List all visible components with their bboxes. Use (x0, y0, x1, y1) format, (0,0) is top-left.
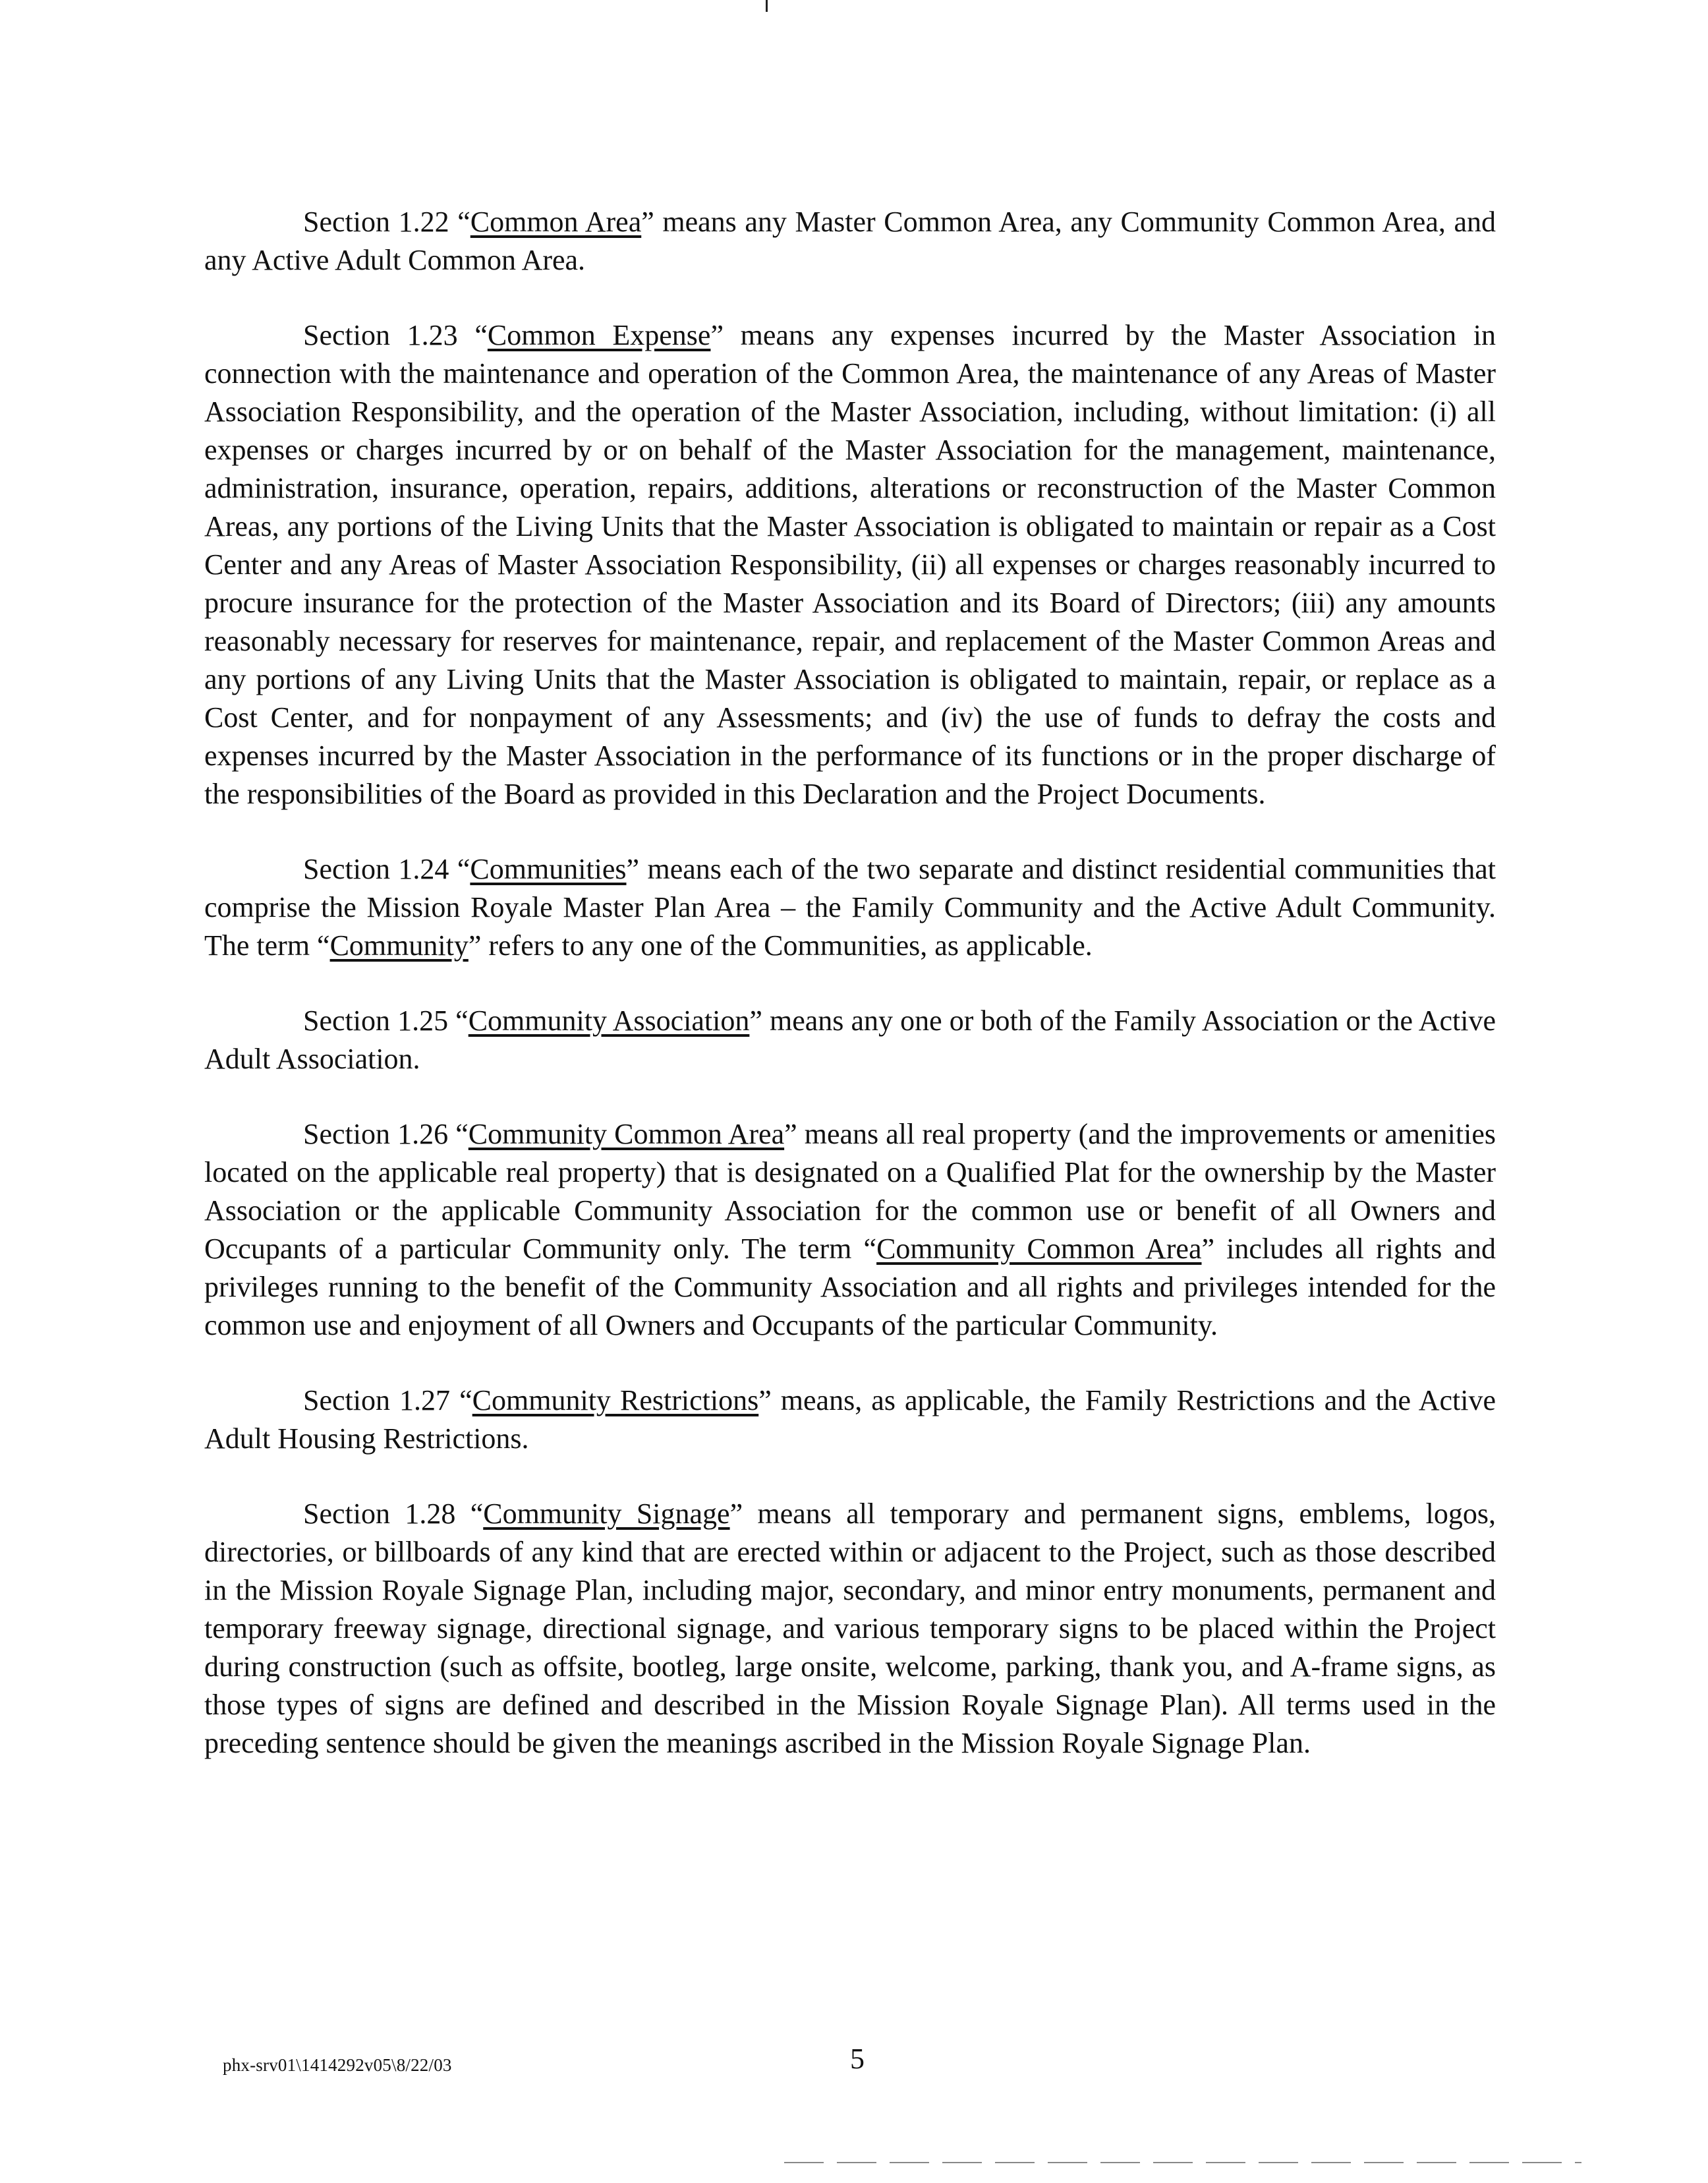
defined-term: Community Common Area (468, 1118, 785, 1150)
definition-section (204, 1002, 1496, 1078)
section-text: ” means any one or both of the Family Association or the Active Adult Association. (204, 1004, 1496, 1075)
section-text: ” means, as applicable, the Family Restrictions and the Active Adult Housing Restrictions. (204, 1384, 1496, 1455)
section-text: ” refers to any one of the Communities, as applicable. (468, 929, 1093, 962)
section-text: “ (455, 1004, 469, 1037)
section-text: ” includes all rights and privileges running to the benefit of the Community Association and all rights and privileges intended for the common use and enjoyment of all Owners and Occupants of the particular Community. (204, 1233, 1496, 1341)
section-text: “ (457, 853, 470, 885)
section-number: Section 1.27 (303, 1384, 451, 1416)
defined-term: Community Restrictions (472, 1384, 759, 1416)
defined-term: Community (329, 929, 469, 962)
defined-term: Common Area (470, 206, 642, 238)
defined-term: Community Common Area (876, 1233, 1202, 1265)
defined-term: Common Expense (487, 319, 711, 351)
section-text: ” means any expenses incurred by the Master Association in connection with the maintenance and operation of the Common Area, the maintenance of any Areas of Master Association Responsibility, and the operation of the Master Association, including, without limitation: (i) all expenses or charges incurred by or on behalf of the Master Association for the management, maintenance, administration, insurance, operation, repairs, additions, alterations or reconstruction of the Master Common Areas, any portions of the Living Units that the Master Association is obligated to maintain or repair as a Cost Center and any Areas of Master Association Responsibility, (ii) all expenses or charges reasonably incurred to procure insurance for the protection of the Master Association and its Board of Directors; (iii) any amounts reasonably necessary for reserves for maintenance, repair, and replacement of the Master Common Areas and any portions of any Living Units that the Master Association is obligated to maintain, repair, or replace as a Cost Center, and for nonpayment of any Assessments; and (iv) the use of funds to defray the costs and expenses incurred by the Master Association in the performance of its functions or in the proper discharge of the responsibilities of the Board as provided in this Declaration and the Project Documents. (204, 319, 1496, 810)
defined-term: Communities (470, 853, 627, 885)
section-number: Section 1.28 (303, 1498, 456, 1530)
section-number: Section 1.24 (303, 853, 449, 885)
section-number: Section 1.25 (303, 1004, 449, 1037)
section-text: “ (470, 1498, 484, 1530)
defined-term: Community Signage (483, 1498, 730, 1530)
section-number: Section 1.22 (303, 206, 449, 238)
definition-section (204, 203, 1496, 279)
section-text: “ (455, 1118, 469, 1150)
definition-section (204, 1115, 1496, 1345)
section-number: Section 1.26 (303, 1118, 449, 1150)
section-text: ” means all temporary and permanent signs, emblems, logos, directories, or billboards of any kind that are erected within or adjacent to the Project, such as those described in the Mission Royale Signage Plan, including major, secondary, and minor entry monuments, permanent and temporary freeway signage, directional signage, and various temporary signs to be placed within the Project during construction (such as offsite, bootleg, large onsite, welcome, parking, thank you, and A-frame signs, as those types of signs are defined and described in the Mission Royale Signage Plan). All terms used in the preceding sentence should be given the meanings ascribed in the Mission Royale Signage Plan. (204, 1498, 1496, 1759)
section-text: “ (459, 1384, 472, 1416)
section-number: Section 1.23 (303, 319, 458, 351)
definition-section (204, 850, 1496, 965)
section-text: ” means each of the two separate and distinct residential communities that comprise the Mission Royale Master Plan Area – the Family Community and the Active Adult Community. The term “ (204, 853, 1496, 962)
bottom-scan-rule (784, 2162, 1581, 2163)
scan-artifact-mark (766, 0, 768, 12)
section-text: ” means all real property (and the improvements or amenities located on the applicable real property) that is designated on a Qualified Plat for the ownership by the Master Association or the applicable Community Association for the common use or benefit of all Owners and Occupants of a particular Community only. The term “ (204, 1118, 1496, 1265)
defined-term: Community Association (468, 1004, 750, 1037)
section-text: “ (457, 206, 470, 238)
definition-section (204, 1495, 1496, 1762)
definition-section (204, 1382, 1496, 1458)
section-text: “ (474, 319, 488, 351)
page-number: 5 (850, 2043, 865, 2075)
footer-document-id: phx-srv01\1414292v05\8/22/03 (223, 2055, 452, 2075)
definition-section (204, 316, 1496, 813)
section-text: ” means any Master Common Area, any Community Common Area, and any Active Adult Common Area. (204, 206, 1496, 276)
definitions-body (204, 203, 1496, 1799)
